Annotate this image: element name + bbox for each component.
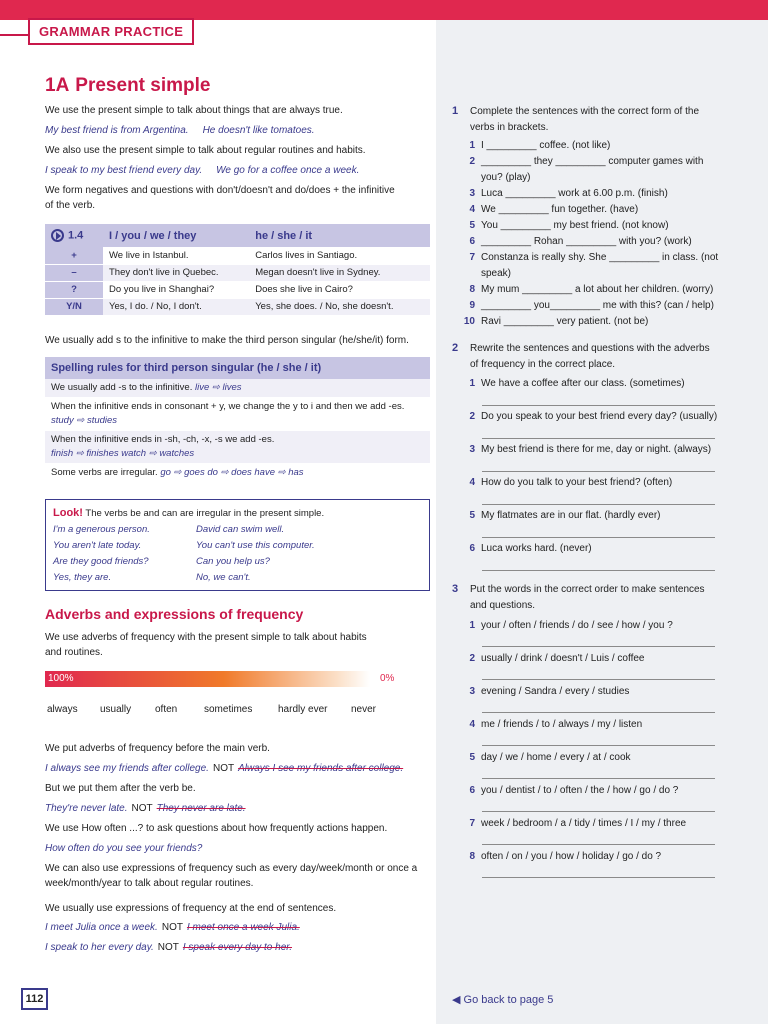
- adverbs-p1: We use adverbs of frequency with the present simple to talk about habits: [45, 632, 367, 643]
- list-item: 5 day / we / home / every / at / cook: [469, 752, 631, 763]
- list-item: 5 My flatmates are in our flat. (hardly ever): [469, 510, 661, 521]
- note-third-person: We usually add s to the infinitive to make the third person singular (he/she/it) form.: [45, 335, 409, 346]
- list-item: 4 We _________ fun together. (have): [469, 204, 639, 215]
- spelling-rules-box: [45, 357, 430, 483]
- ex2-instruction: 2 Rewrite the sentences and questions with the adverbs: [452, 342, 710, 354]
- intro-p1: We use the present simple to talk about things that are always true.: [45, 105, 343, 116]
- spelling-row: We usually add -s to the infinitive. live ⇨ lives: [45, 379, 430, 398]
- ex3-instruction-2: and questions.: [470, 600, 536, 611]
- adverbs-ex4: How often do you see your friends?: [45, 843, 203, 854]
- bar-right-label: 0%: [380, 673, 395, 684]
- scale-always: always: [47, 704, 78, 715]
- answer-line[interactable]: [482, 811, 715, 812]
- list-item: 10 Ravi _________ very patient. (not be): [463, 316, 649, 327]
- conjugation-table: [45, 224, 430, 316]
- ex1-instruction-2: verbs in brackets.: [470, 122, 549, 133]
- list-item: 2 usually / drink / doesn't / Luis / coffee: [469, 653, 645, 664]
- answer-line[interactable]: [482, 504, 715, 505]
- intro-ex2: I speak to my best friend every day. We go for a coffee once a week.: [45, 165, 360, 176]
- scale-usually: usually: [100, 704, 132, 715]
- top-bar: [0, 0, 768, 20]
- list-item: 6 you / dentist / to / often / the / how / go / do ?: [469, 785, 679, 796]
- col-header-1: I / you / we / they: [103, 224, 249, 247]
- spelling-row: Some verbs are irregular. go ⇨ goes do ⇨ does have ⇨ has: [45, 464, 430, 483]
- scale-sometimes: sometimes: [204, 704, 253, 715]
- table-row: – They don't live in Quebec. Megan doesn't live in Sydney.: [45, 264, 430, 281]
- section-badge: GRAMMAR PRACTICE: [28, 18, 194, 45]
- back-arrow-icon: ◀: [452, 994, 461, 1006]
- adverbs-ex2: I always see my friends after college. NOT Always I see my friends after college.: [45, 763, 404, 774]
- adverbs-p1b: and routines.: [45, 647, 103, 658]
- audio-track[interactable]: 1.4: [45, 224, 103, 247]
- look-label: Look!: [53, 507, 83, 519]
- table-row: + We live in Istanbul. Carlos lives in Santiago.: [45, 247, 430, 264]
- spelling-row: When the infinitive ends in consonant + y, we change the y to i and then we add -es. study ⇨ studies: [45, 398, 430, 431]
- answer-line[interactable]: [482, 877, 715, 878]
- list-item: 2 _________ they _________ computer games with: [469, 156, 704, 167]
- spelling-row: When the infinitive ends in -sh, -ch, -x, -s we add -es. finish ⇨ finishes watch ⇨ watches: [45, 431, 430, 464]
- answer-line[interactable]: [482, 438, 715, 439]
- adverbs-p2: We put adverbs of frequency before the main verb.: [45, 743, 270, 754]
- play-icon[interactable]: [51, 229, 64, 242]
- ex2-instruction-2: of frequency in the correct place.: [470, 359, 616, 370]
- list-item: speak): [481, 268, 512, 279]
- list-item: 3 evening / Sandra / every / studies: [469, 686, 630, 697]
- list-item: 8 My mum _________ a lot about her children. (worry): [469, 284, 714, 295]
- spelling-header: Spelling rules for third person singular (he / she / it): [45, 357, 430, 379]
- list-item: 8 often / on / you / how / holiday / go / do ?: [469, 851, 662, 862]
- intro-ex1: My best friend is from Argentina. He doesn't like tomatoes.: [45, 125, 315, 136]
- adverbs-p5b: week/month/year to talk about regular routines.: [45, 878, 254, 889]
- answer-line[interactable]: [482, 778, 715, 779]
- answer-line[interactable]: [482, 712, 715, 713]
- answer-line[interactable]: [482, 570, 715, 571]
- list-item: 3 Luca _________ work at 6.00 p.m. (finish): [469, 188, 668, 199]
- bar-left-label: 100%: [48, 673, 74, 684]
- adverbs-ex7: I speak to her every day. NOT I speak every day to her.: [45, 942, 293, 953]
- adverbs-ex3: They're never late. NOT They never are late.: [45, 803, 246, 814]
- look-box: Look! The verbs be and can are irregular in the present simple. I'm a generous person. David can swim well. You aren't late today. You can't use this computer. Are they good friends? Can you help us? Yes, they are. No, we can't.: [45, 499, 430, 591]
- list-item: 9 _________ you_________ me with this? (can / help): [469, 300, 714, 311]
- scale-hardly-ever: hardly ever: [278, 704, 328, 715]
- list-item: 7 Constanza is really shy. She _________ in class. (not: [469, 252, 719, 263]
- list-item: 4 me / friends / to / always / my / listen: [469, 719, 643, 730]
- list-item: 6 _________ Rohan _________ with you? (work): [469, 236, 692, 247]
- intro-p3: We form negatives and questions with don't/doesn't and do/does + the infinitive: [45, 185, 395, 196]
- list-item: you? (play): [481, 172, 531, 183]
- scale-often: often: [155, 704, 178, 715]
- intro-p3b: of the verb.: [45, 200, 96, 211]
- adverbs-p4: We use How often ...? to ask questions about how frequently actions happen.: [45, 823, 388, 834]
- list-item: 1 your / often / friends / do / see / how / you ?: [469, 620, 673, 631]
- list-item: 3 My best friend is there for me, day or night. (always): [469, 444, 712, 455]
- page-number: 112: [21, 988, 48, 1010]
- ex3-instruction: 3 Put the words in the correct order to make sentences: [452, 583, 705, 595]
- list-item: 2 Do you speak to your best friend every day? (usually): [469, 411, 718, 422]
- adverbs-p3: But we put them after the verb be.: [45, 783, 196, 794]
- back-link[interactable]: [452, 993, 553, 1006]
- col-header-2: he / she / it: [249, 224, 430, 247]
- intro-p2: We also use the present simple to talk about regular routines and habits.: [45, 145, 366, 156]
- header-line: [0, 34, 28, 36]
- answer-line[interactable]: [482, 537, 715, 538]
- unit-title: Present simple: [75, 75, 211, 96]
- answer-line[interactable]: [482, 844, 715, 845]
- list-item: 1 I _________ coffee. (not like): [469, 140, 611, 151]
- back-link-label: Go back to page 5: [463, 994, 554, 1006]
- unit-number: 1A: [45, 75, 70, 96]
- page-title: [45, 75, 210, 97]
- list-item: 1 We have a coffee after our class. (sometimes): [469, 378, 685, 389]
- adverbs-ex6: I meet Julia once a week. NOT I meet once a week Julia.: [45, 922, 300, 933]
- ex1-list: [460, 138, 760, 330]
- scale-never: never: [351, 704, 377, 715]
- list-item: 6 Luca works hard. (never): [469, 543, 592, 554]
- list-item: 4 How do you talk to your best friend? (often): [469, 477, 673, 488]
- adverbs-p6: We usually use expressions of frequency at the end of sentences.: [45, 903, 337, 914]
- answer-line[interactable]: [482, 405, 715, 406]
- list-item: 5 You _________ my best friend. (not know): [469, 220, 669, 231]
- answer-line[interactable]: [482, 646, 715, 647]
- answer-line[interactable]: [482, 679, 715, 680]
- answer-line[interactable]: [482, 471, 715, 472]
- look-text: The verbs be and can are irregular in the present simple.: [85, 508, 325, 519]
- adverbs-title: Adverbs and expressions of frequency: [45, 606, 304, 622]
- frequency-bar: [45, 671, 370, 687]
- answer-line[interactable]: [482, 745, 715, 746]
- list-item: 7 week / bedroom / a / tidy / times / I / my / three: [469, 818, 687, 829]
- adverbs-p5: We can also use expressions of frequency such as every day/week/month or once a: [45, 863, 418, 874]
- table-row: Y/N Yes, I do. / No, I don't. Yes, she does. / No, she doesn't.: [45, 298, 430, 315]
- table-row: ? Do you live in Shanghai? Does she live in Cairo?: [45, 281, 430, 298]
- ex1-instruction: 1 Complete the sentences with the correct form of the: [452, 105, 699, 117]
